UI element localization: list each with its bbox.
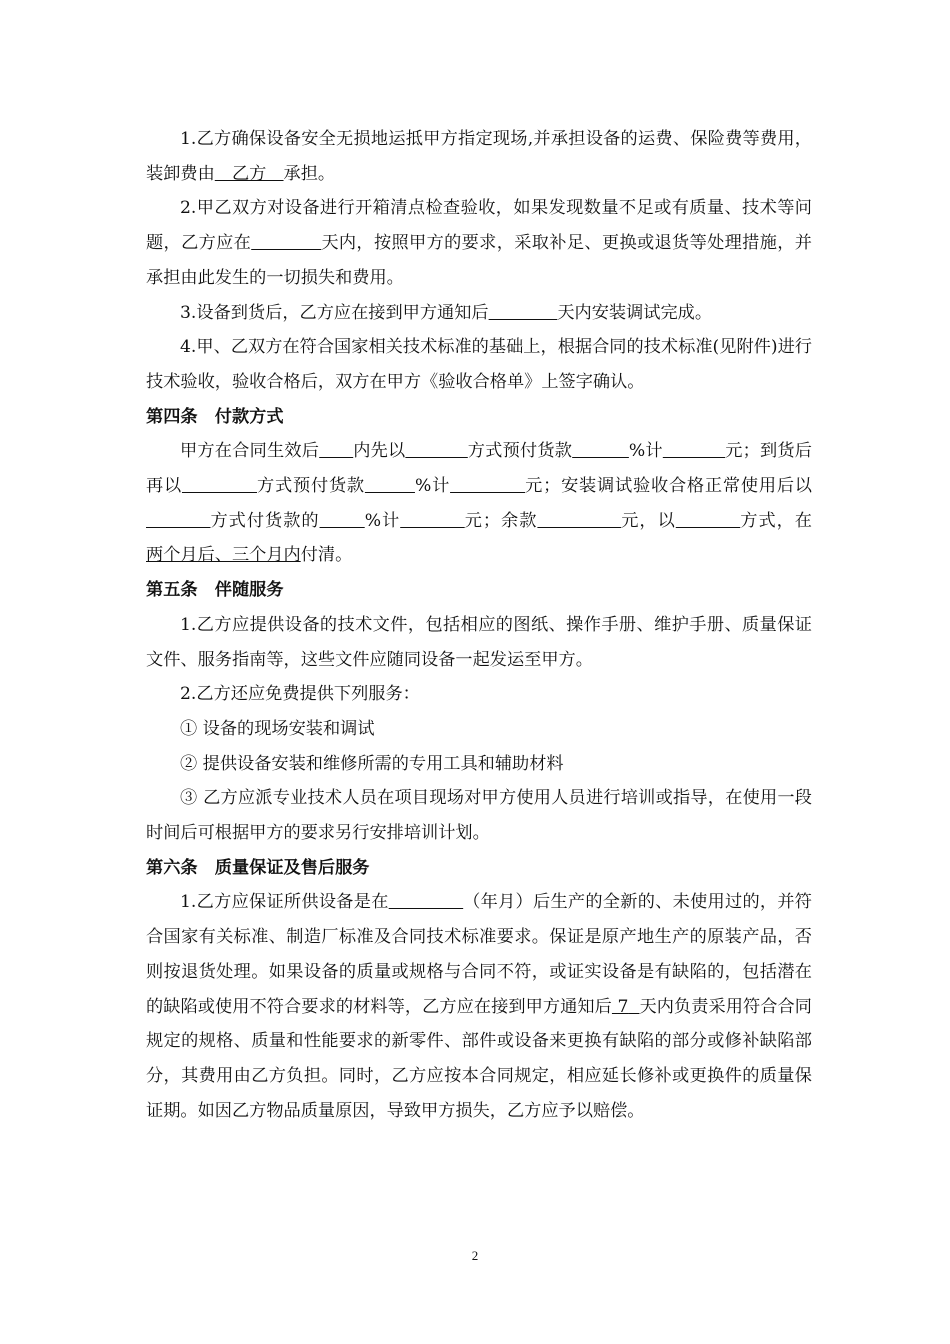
page-number: 2 xyxy=(471,1248,479,1263)
payment-text: 内先以 xyxy=(353,441,406,462)
blank-field xyxy=(489,303,558,323)
blank-field xyxy=(389,892,464,912)
service-item-1: ① 设备的现场安装和调试 xyxy=(180,718,375,739)
payment-text: 元；余款 xyxy=(464,510,538,531)
blank-field xyxy=(537,511,621,531)
blank-field xyxy=(676,511,741,531)
blank-field xyxy=(146,511,211,531)
article-4-heading: 第四条 付款方式 xyxy=(146,406,284,427)
service-item-3: ③ 乙方应派专业技术人员在项目现场对甲方使用人员进行培训或指导，在使用一段时间后可根据甲方的要求另行安排培训计划。 xyxy=(146,788,812,844)
blank-field: 乙方 xyxy=(214,163,284,184)
clause-text: 3.设备到货后，乙方应在接到甲方通知后 xyxy=(180,302,489,323)
contract-body xyxy=(146,122,812,1128)
payment-text: %计 xyxy=(628,441,663,462)
payment-text: %计 xyxy=(364,510,401,531)
payment-text: 方式，在 xyxy=(740,510,812,531)
payment-text: %计 xyxy=(414,476,451,497)
clause-text: 2.甲乙双方对设备进行开箱清点检查验收，如果发现数量不足或有质量、技术等问题，乙方应在 xyxy=(146,198,812,254)
payment-terms xyxy=(146,434,812,573)
clause-text: 承担。 xyxy=(283,163,336,184)
article-6-heading: 第六条 质量保证及售后服务 xyxy=(146,857,370,878)
payment-text: 元；安装调试验收合格正常使用后以 xyxy=(525,476,812,497)
payment-text: 方式预付货款 xyxy=(467,441,573,462)
payment-text: 甲方在合同生效后 xyxy=(180,441,320,462)
service-item-2: ② 提供设备安装和维修所需的专用工具和辅助材料 xyxy=(180,753,564,774)
clause-text: （年月）后生产的全新的、未使用过的，并符合国家有关标准、制造厂标准及合同技术标准要求。保证是原产地生产的原装产品，否则按退货处理。如果设备的质量或规格与合同不符，或证实设备是有缺陷的，包括潜在的缺陷或使用不符合要求的材料等，乙方应在接到甲方通知后 xyxy=(146,892,812,1017)
days-field xyxy=(612,997,640,1017)
clause-text: 1.乙方确保设备安全无损地运抵甲方指定现场,并承担设备的运费、保险费等费用，装卸费由 xyxy=(146,129,812,184)
article-5-heading: 第五条 伴随服务 xyxy=(146,580,284,601)
payment-text: 方式付货款的 xyxy=(210,510,320,531)
blank-field xyxy=(663,441,725,461)
clause-text: 天内，按照甲方的要求，采取补足、更换或退货等处理措施，并承担由此发生的一切损失和费用。 xyxy=(146,233,812,288)
clause-text: 天内负责采用符合合同规定的规格、质量和性能要求的新零件、部件或设备来更换有缺陷的部分或修补缺陷部分，其费用由乙方负担。同时，乙方应按本合同规定，相应延长修补或更换件的质量保证期。如因乙方物品质量原因，导致甲方损失，乙方应予以赔偿。 xyxy=(146,996,812,1121)
clause-3-1 xyxy=(146,122,812,191)
blank-field xyxy=(400,511,465,531)
payment-text: 付清。 xyxy=(300,545,353,566)
blank-field xyxy=(182,476,257,496)
clause-3-3 xyxy=(146,296,812,331)
blank-field xyxy=(405,441,467,461)
blank-field xyxy=(365,476,415,496)
clause-3-4 xyxy=(146,330,812,399)
blank-field xyxy=(572,441,629,461)
payment-text: 元，以 xyxy=(621,510,676,531)
payment-text: 元；到货后再以 xyxy=(146,441,812,497)
blank-field xyxy=(319,441,353,461)
clause-text: 4.甲、乙双方在符合国家相关技术标准的基础上，根据合同的技术标准(见附件)进行技术验收，验收合格后，双方在甲方《验收合格单》上签字确认。 xyxy=(146,337,812,392)
clause-text: 1.乙方应保证所供设备是在 xyxy=(180,892,389,913)
warranty-clause-1 xyxy=(146,885,812,1128)
clause-text: 天内安装调试完成。 xyxy=(557,302,713,323)
payment-period-field: 两个月后、三个月内 xyxy=(146,545,301,566)
payment-text: 方式预付货款 xyxy=(257,476,365,497)
service-clause-1: 1.乙方应提供设备的技术文件，包括相应的图纸、操作手册、维护手册、质量保证文件、服务指南等，这些文件应随同设备一起发运至甲方。 xyxy=(146,614,812,670)
blank-field xyxy=(450,476,525,496)
service-clause-2: 2.乙方还应免费提供下列服务： xyxy=(180,684,420,705)
clause-3-2 xyxy=(146,191,812,295)
blank-field xyxy=(320,511,365,531)
blank-field xyxy=(251,233,321,253)
days-value: 7 xyxy=(617,996,629,1017)
